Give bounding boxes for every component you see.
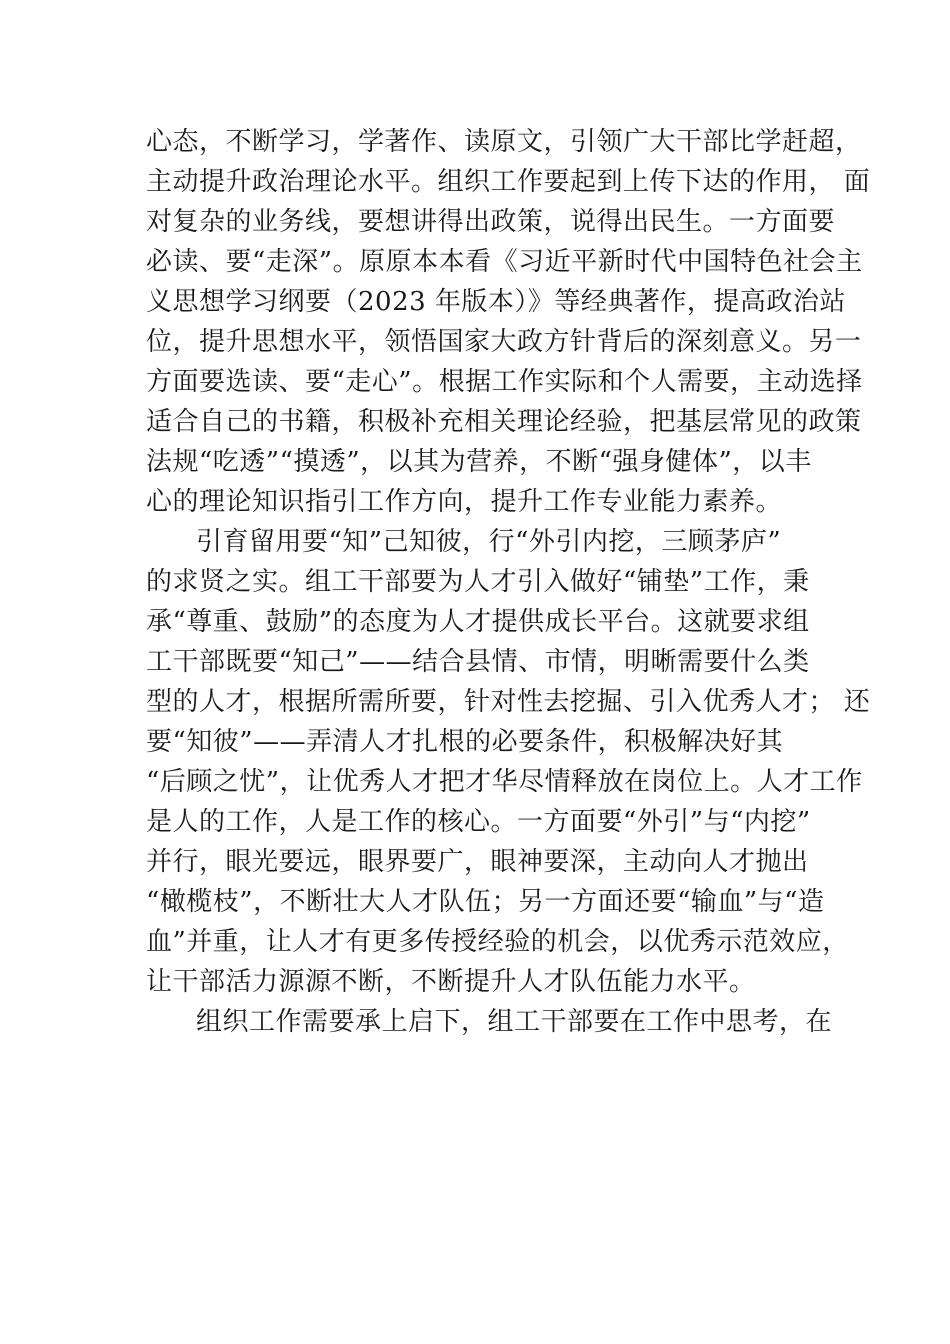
text-line: 必读、要“走深”。原原本本看《习近平新时代中国特色社会主	[146, 247, 863, 277]
text-line: 方面要选读、要“走心”。根据工作实际和个人需要，主动选择	[146, 367, 863, 397]
text-line: 法规“吃透”“摸透”，以其为营养，不断“强身健体”，以丰	[146, 447, 812, 477]
text-line: 的求贤之实。组工干部要为人才引入做好“铺垫”工作，秉	[146, 567, 810, 597]
text-line: 心的理论知识指引工作方向，提升工作专业能力素养。	[146, 487, 783, 517]
text-line: 适合自己的书籍，积极补充相关理论经验，把基层常见的政策	[146, 407, 862, 437]
paragraph-first-line: 组织工作需要承上启下，组工干部要在工作中思考，在	[196, 1007, 833, 1037]
text-line: 主动提升政治理论水平。组织工作要起到上传下达的作用， 面	[146, 167, 871, 197]
text-line: 心态，不断学习，学著作、读原文，引领广大干部比学赶超，	[146, 127, 862, 157]
text-line: 要“知彼”——弄清人才扎根的必要条件，积极解决好其	[146, 727, 784, 757]
text-line: 承“尊重、鼓励”的态度为人才提供成长平台。这就要求组	[146, 607, 810, 637]
text-line: “后顾之忧”，让优秀人才把才华尽情释放在岗位上。人才工作	[146, 767, 863, 797]
text-line: 工干部既要“知己”——结合县情、市情，明晰需要什么类	[146, 647, 810, 677]
text-line: 让干部活力源源不断，不断提升人才队伍能力水平。	[146, 967, 756, 997]
text-line: 血”并重，让人才有更多传授经验的机会，以优秀示范效应，	[146, 927, 849, 957]
paragraph-first-line: 引育留用要“知”己知彼，行“外引内挖，三顾茅庐”	[196, 527, 782, 557]
text-line: 位，提升思想水平，领悟国家大政方针背后的深刻意义。另一	[146, 327, 862, 357]
text-line: “橄榄枝”，不断壮大人才队伍；另一方面还要“输血”与“造	[146, 887, 825, 917]
text-line: 是人的工作，人是工作的核心。一方面要“外引”与“内挖”	[146, 807, 811, 837]
text-line: 对复杂的业务线，要想讲得出政策，说得出民生。一方面要	[146, 207, 836, 237]
text-line: 义思想学习纲要（2023 年版本）》等经典著作，提高政治站	[146, 287, 846, 317]
text-line: 型的人才，根据所需所要，针对性去挖掘、引入优秀人才； 还	[146, 687, 871, 717]
text-line: 并行，眼光要远，眼界要广，眼神要深，主动向人才抛出	[146, 847, 809, 877]
